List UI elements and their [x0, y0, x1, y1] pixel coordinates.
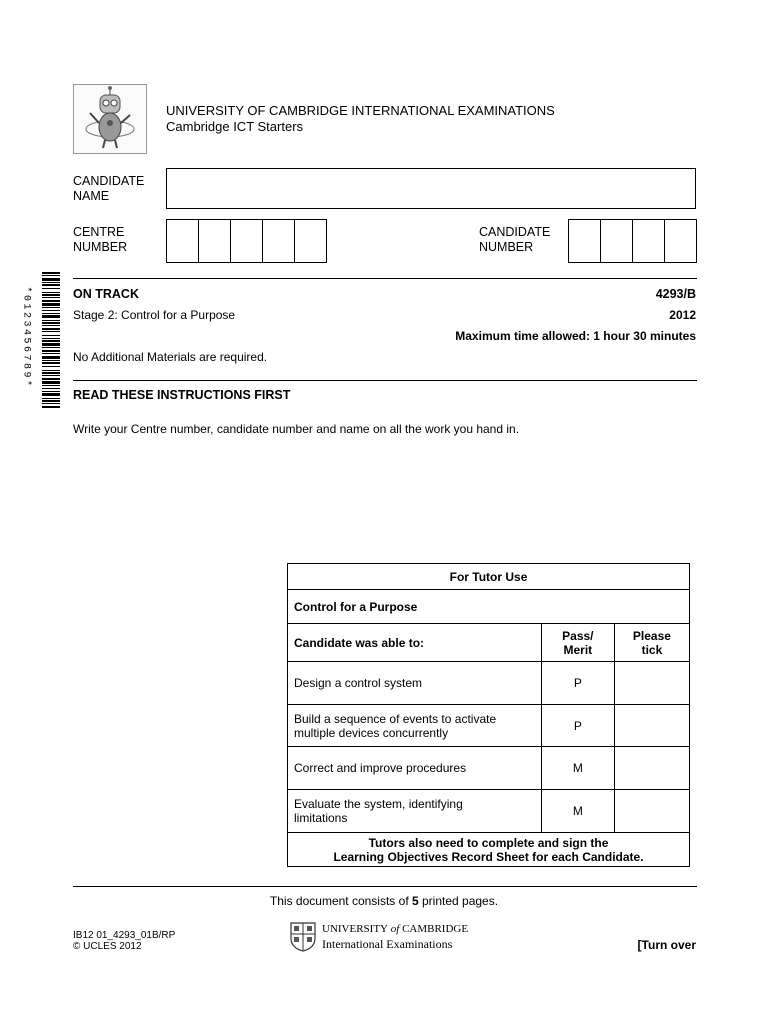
logo-line2: International Examinations — [322, 937, 453, 951]
tutor-use-table — [287, 563, 690, 867]
ict-starters-logo — [73, 84, 147, 154]
col-candidate-header: Candidate was able to: — [288, 624, 542, 662]
footer-reference: IB12 01_4293_01B/RP © UCLES 2012 — [73, 930, 176, 952]
tick-cell[interactable] — [614, 705, 689, 747]
tutor-table-heading: For Tutor Use — [288, 564, 690, 590]
barcode — [20, 272, 62, 408]
centre-number-label: CENTRE NUMBER — [73, 225, 128, 254]
grade-cell: M — [541, 790, 614, 833]
table-row — [288, 590, 690, 624]
page-count-note: This document consists of 5 printed pages. — [269, 894, 499, 908]
grade-cell: P — [541, 662, 614, 705]
paper-stage: Stage 2: Control for a Purpose — [73, 308, 236, 322]
col-pass-header: Pass/ Merit — [541, 624, 614, 662]
grade-cell: P — [541, 705, 614, 747]
tick-cell[interactable] — [614, 662, 689, 705]
tick-cell[interactable] — [614, 747, 689, 790]
cambridge-logo — [290, 922, 490, 954]
criterion-cell: Design a control system — [288, 662, 542, 705]
criterion-cell: Correct and improve procedures — [288, 747, 542, 790]
table-row — [288, 624, 690, 662]
paper-title: ON TRACK — [73, 287, 139, 301]
paper-year: 2012 — [669, 308, 696, 322]
table-row — [288, 662, 690, 705]
divider-mid — [73, 380, 697, 381]
tutor-table-section: Control for a Purpose — [288, 590, 690, 624]
col-tick-header: Please tick — [614, 624, 689, 662]
tick-cell[interactable] — [614, 790, 689, 833]
candidate-number-field[interactable] — [568, 219, 697, 263]
divider-top — [73, 278, 697, 279]
table-row — [288, 747, 690, 790]
candidate-name-label: CANDIDATE NAME — [73, 174, 145, 203]
criterion-cell: Evaluate the system, identifying limitations — [288, 790, 542, 833]
table-row — [288, 790, 690, 833]
candidate-number-label: CANDIDATE NUMBER — [479, 225, 551, 254]
paper-code: 4293/B — [655, 287, 696, 301]
table-row — [288, 705, 690, 747]
grade-cell: M — [541, 747, 614, 790]
instructions-heading: READ THESE INSTRUCTIONS FIRST — [73, 388, 291, 402]
instructions-text: Write your Centre number, candidate number and name on all the work you hand in. — [73, 422, 520, 436]
paper-time: Maximum time allowed: 1 hour 30 minutes — [455, 329, 696, 343]
robot-mascot-icon — [74, 85, 146, 153]
header-title: UNIVERSITY OF CAMBRIDGE INTERNATIONAL EXAMINATIONS — [166, 103, 555, 118]
criterion-cell: Build a sequence of events to activate multiple devices concurrently — [288, 705, 542, 747]
logo-line1: UNIVERSITY of CAMBRIDGE — [322, 923, 469, 935]
materials-note: No Additional Materials are required. — [73, 350, 268, 364]
table-row — [288, 833, 690, 867]
candidate-name-field[interactable] — [166, 168, 696, 209]
header-subtitle: Cambridge ICT Starters — [166, 119, 304, 134]
divider-footer — [73, 886, 697, 887]
turn-over: [Turn over — [637, 938, 696, 952]
cambridge-crest-icon — [290, 922, 316, 952]
tutor-note: Tutors also need to complete and sign the Learning Objectives Record Sheet for each Candidate. — [288, 833, 690, 867]
centre-number-field[interactable] — [166, 219, 327, 263]
barcode-text: *0123456789* — [20, 286, 32, 389]
table-row — [288, 564, 690, 590]
